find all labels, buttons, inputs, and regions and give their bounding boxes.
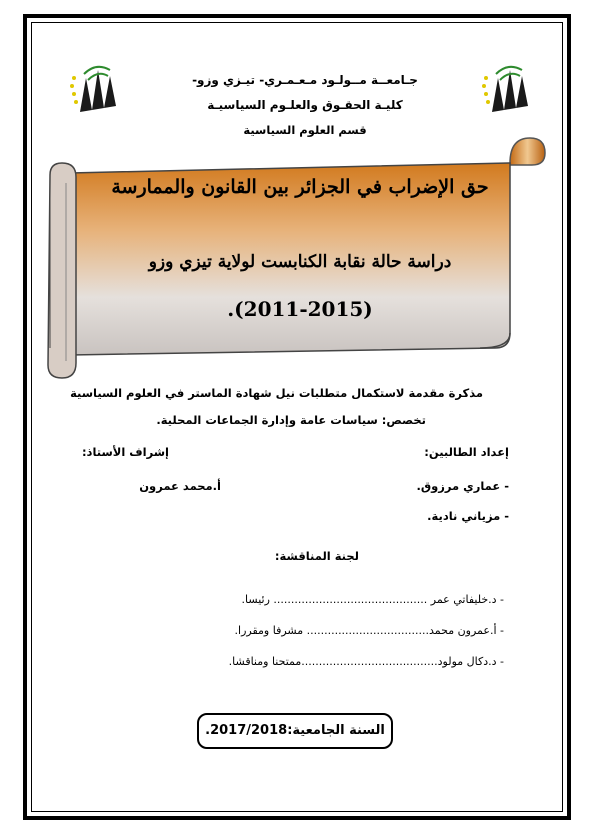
faculty-name: كليـة الحقـوق والعلـوم السياسيـة <box>207 98 403 112</box>
thesis-purpose: مذكرة مقدمة لاستكمال متطلبات نيل شهادة الماستر في العلوم السياسية <box>70 386 483 400</box>
committee-member: - أ.عمرون محمد................................... مشرفا ومقررا. <box>234 624 504 637</box>
students-label: إعداد الطالبين: <box>424 445 509 459</box>
supervisor-name: أ.محمد عمرون <box>139 479 221 493</box>
committee-member: - د.دكال مولود.......................................ممتحنا ومناقشا. <box>228 655 504 668</box>
university-logo-left <box>66 60 126 120</box>
department-name: قسم العلوم السياسية <box>243 123 367 137</box>
thesis-subtitle: دراسة حالة نقابة الكنابست لولاية تيزي وزو <box>148 252 452 272</box>
student-name: - عماري مرزوق. <box>416 479 509 493</box>
university-logo-right <box>478 60 538 120</box>
academic-year-box <box>197 713 393 749</box>
academic-year: السنة الجامعية:2017/2018. <box>205 723 385 738</box>
thesis-period: (2011-2015). <box>227 297 373 321</box>
student-name: - مزياني نادية. <box>427 509 509 523</box>
committee-label: لجنة المناقشة: <box>274 549 359 563</box>
thesis-title: حق الإضراب في الجزائر بين القانون والممارسة <box>111 176 489 198</box>
university-name: جـامعــة مــولـود مـعـمـري- تيـزي وزو- <box>192 73 418 87</box>
committee-member: - د.خليفاتي عمر ............................................ رئيسا. <box>241 593 504 606</box>
supervisor-label: إشراف الأستاذ: <box>81 445 169 459</box>
thesis-specialty: تخصص: سياسات عامة وإدارة الجماعات المحلية. <box>156 413 426 427</box>
